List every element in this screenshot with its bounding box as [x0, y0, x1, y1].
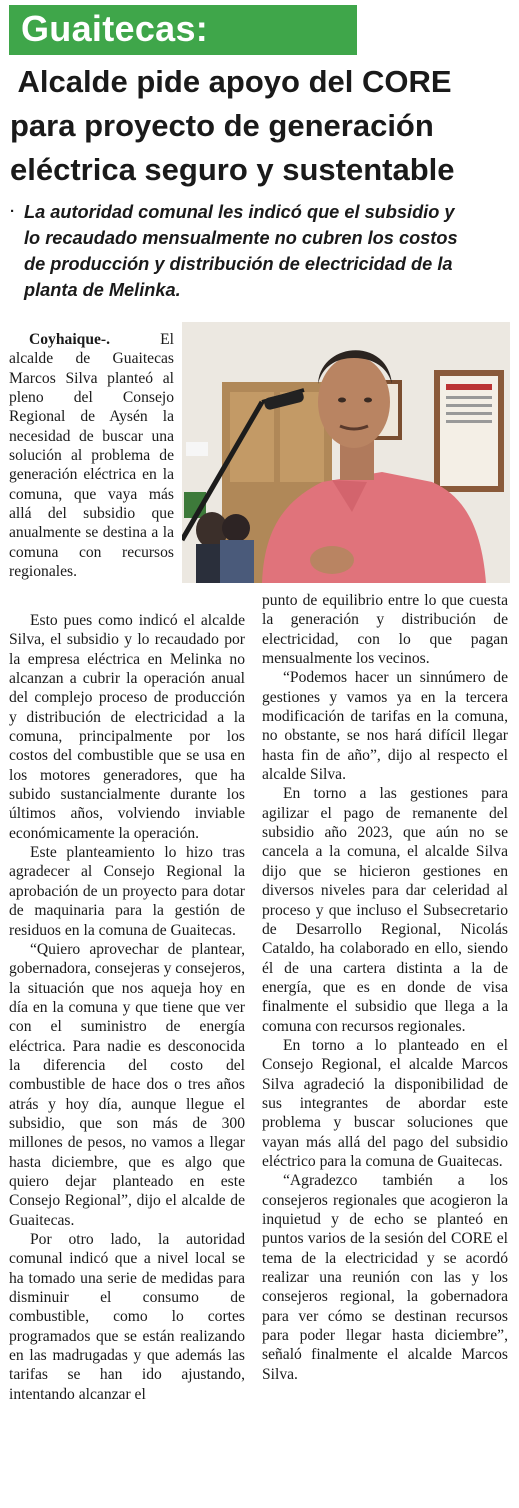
summary-line: planta de Melinka.	[24, 280, 181, 300]
article-photo	[182, 322, 510, 583]
summary-line: de producción y distribución de electricidad de la	[24, 254, 453, 274]
summary-lead	[10, 199, 515, 303]
article-paragraph: “Quiero aprovechar de plantear, gobernadora, consejeras y consejeros, la situación que nos aqueja hoy en día en la comuna y que tiene que ver con el suministro de energía eléctrica. Para nadie es desconocida la diferencia del costo del combustible de hace dos o tres años atrás y hoy día, aunque llegue el subsidio, que son más de 300 millones de pesos, no vamos a llegar hasta diciembre, que es algo que quiero dejar planteado en este Consejo Regional”, dijo el alcalde de Guaitecas.	[9, 940, 245, 1229]
section-banner	[9, 5, 357, 55]
article-paragraph: Este planteamiento lo hizo tras agradecer al Consejo Regional la aprobación de un proyecto para dotar de maquinaria para la gestión de residuos en la comuna de Guaitecas.	[9, 844, 245, 939]
article-paragraph: “Agradezco también a los consejeros regionales que acogieron la inquietud y de echo se planteó en puntos varios de la sesión del CORE el tema de la electricidad y se acordó realizar una reunión con las y los consejeros regional, la gobernadora para ver cómo se destinan recursos para poder llegar hasta diciembre”, señaló finalmente el alcalde Marcos Silva.	[262, 1172, 508, 1383]
article-paragraph: En torno a las gestiones para agilizar el pago de remanente del subsidio año 2023, que aún no se cancela a la comuna, el alcalde Silva dijo que se hicieron gestiones en diversos niveles para dar celeridad al proceso y que incluso el Subsecretario de Desarrollo Regional, Nicolás Cataldo, ha colaborado en ello, siendo él de una cartera distinta a la de energía, que es en donde de visa finalmente el subsidio que llega a la comuna con recursos regionales.	[262, 785, 508, 1035]
headline-line: Alcalde pide apoyo del CORE	[10, 64, 452, 99]
photo-illustration	[182, 322, 510, 583]
article-paragraph: En torno a lo planteado en el Consejo Regional, el alcalde Marcos Silva agradeció la disponibilidad de sus integrantes de abordar este problema y buscar soluciones que vayan más allá del pago del subsidio eléctrico para la comuna de Guaitecas.	[262, 1036, 508, 1170]
dateline: Coyhaique-.	[29, 331, 111, 348]
headline-line: para proyecto de generación	[10, 108, 434, 143]
article-column-intro	[9, 330, 174, 581]
article-column-left	[9, 611, 245, 1404]
headline	[10, 60, 515, 192]
headline-line: eléctrica seguro y sustentable	[10, 152, 455, 187]
article-paragraph	[9, 330, 174, 581]
article-paragraph: “Podemos hacer un sinnúmero de gestiones y vamos ya en la tercera modificación de tarifas en la comuna, no obstante, se nos hará difícil llegar hasta fin de año”, dijo al respecto el alcalde Silva.	[262, 669, 508, 784]
article-paragraph: Por otro lado, la autoridad comunal indicó que a nivel local se ha tomado una serie de medidas para disminuir el consumo de combustible, como lo cortes programados que se están realizando en las madrugadas y que además las tarifas se han ido ajustando, intentando alcanzar el	[9, 1231, 245, 1403]
article-paragraph: punto de equilibrio entre lo que cuesta la generación y distribución de electricidad, con lo que pagan mensualmente los vecinos.	[262, 592, 508, 668]
article-column-right	[262, 591, 508, 1384]
article-paragraph: Esto pues como indicó el alcalde Silva, el subsidio y lo recaudado por la empresa eléctrica en Melinka no alcanzan a cubrir la operación anual del complejo proceso de producción y distribución de electricidad a la comuna, principalmente por los costos del combustible que se usa en los motores generadores, que ha subido sustancialmente durante los últimos años, volviendo inviable económicamente la operación.	[9, 612, 245, 842]
bullet-icon: ·	[10, 203, 15, 220]
summary-line: lo recaudado mensualmente no cubren los costos	[24, 228, 458, 248]
summary-line: La autoridad comunal les indicó que el subsidio y	[24, 202, 455, 222]
section-label: Guaitecas:	[21, 8, 209, 49]
paragraph-text: El alcalde de Guaitecas Marcos Silva planteó al pleno del Consejo Regional de Aysén la necesidad de buscar una solución al problema de generación eléctrica en la comuna, que vaya más allá del subsidio que anualmente se destina a la comuna con recursos regionales.	[9, 331, 174, 581]
